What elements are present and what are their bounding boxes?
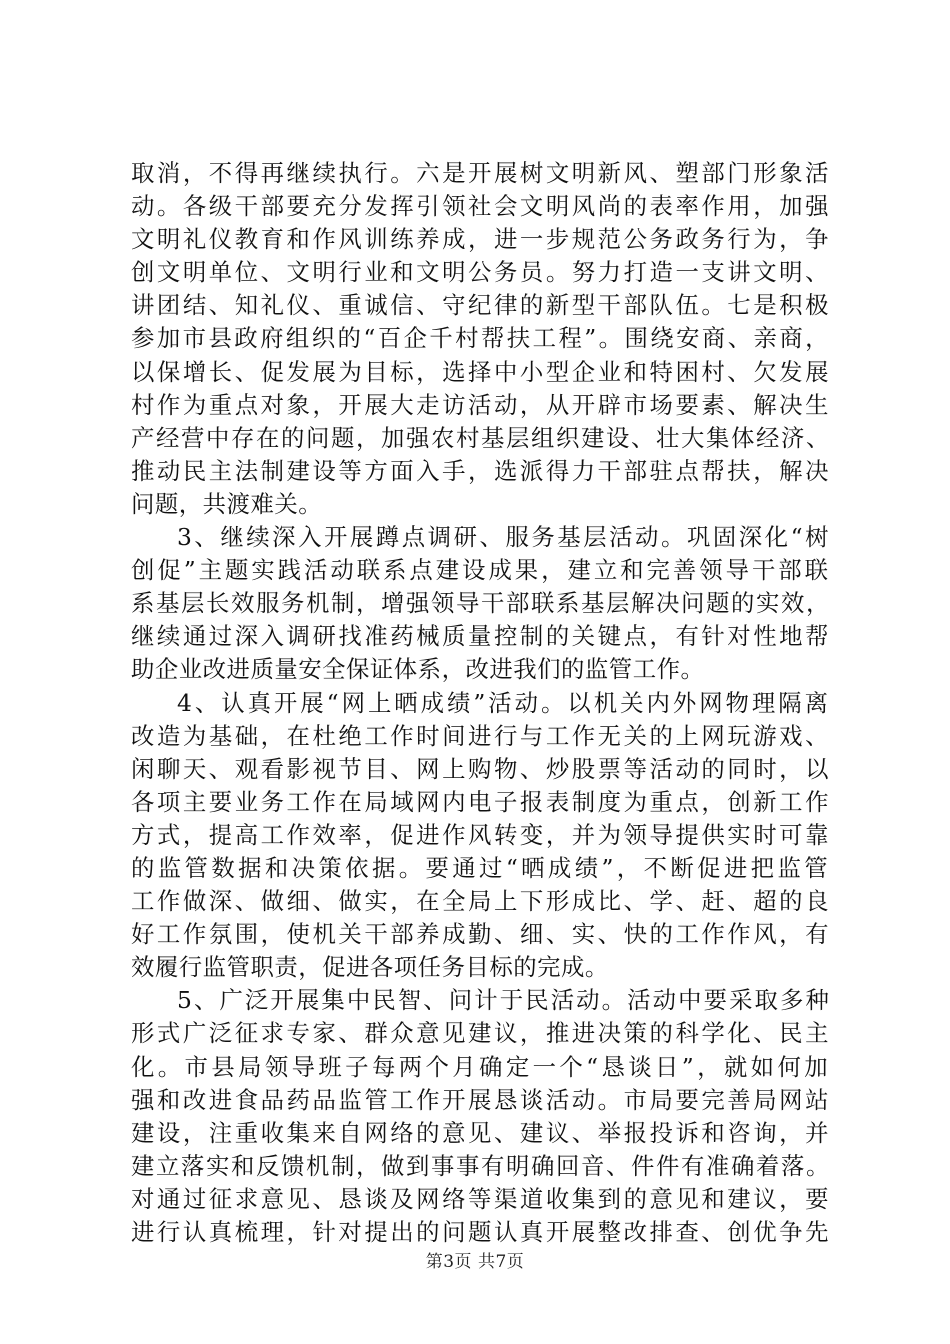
text-line: 创促”主题实践活动联系点建设成果，建立和完善领导干部联 <box>131 556 831 585</box>
text-line: 取消，不得再继续执行。六是开展树文明新风、塑部门形象活 <box>131 159 831 187</box>
text-line: 动。各级干部要充分发挥引领社会文明风尚的表率作用，加强 <box>131 192 831 221</box>
text-line: 讲团结、知礼仪、重诚信、守纪律的新型干部队伍。七是积极 <box>131 291 831 320</box>
text-line: 效履行监管职责，促进各项任务目标的完成。 <box>131 953 609 982</box>
text-line: 村作为重点对象，开展大走访活动，从开辟市场要素、解决生 <box>131 390 831 419</box>
text-line: 产经营中存在的问题，加强农村基层组织建设、壮大集体经济、 <box>131 423 831 452</box>
text-line: 参加市县政府组织的“百企千村帮扶工程”。围绕安商、亲商， <box>131 324 831 353</box>
text-line: 以保增长、促发展为目标，选择中小型企业和特困村、欠发展 <box>131 357 831 386</box>
text-line: 3、继续深入开展蹲点调研、服务基层活动。巩固深化“树 <box>177 523 831 552</box>
text-line: 闲聊天、观看影视节目、网上购物、炒股票等活动的同时，以 <box>131 754 831 783</box>
text-line: 助企业改进质量安全保证体系，改进我们的监管工作。 <box>131 655 705 684</box>
page-number-footer: 第3页 共7页 <box>425 1252 525 1272</box>
text-line: 4、认真开展“网上晒成绩”活动。以机关内外网物理隔离 <box>177 688 831 717</box>
text-line: 继续通过深入调研找准药械质量控制的关键点，有针对性地帮 <box>131 622 831 651</box>
text-line: 建设，注重收集来自网络的意见、建议、举报投诉和咨询，并 <box>131 1118 831 1147</box>
text-line: 进行认真梳理，针对提出的问题认真开展整改排查、创优争先 <box>131 1218 831 1246</box>
text-line: 改造为基础，在杜绝工作时间进行与工作无关的上网玩游戏、 <box>131 721 831 750</box>
text-line: 各项主要业务工作在局域网内电子报表制度为重点，创新工作 <box>131 787 831 816</box>
text-line: 问题，共渡难关。 <box>131 489 323 518</box>
text-line: 创文明单位、文明行业和文明公务员。努力打造一支讲文明、 <box>131 258 831 287</box>
text-line: 好工作氛围，使机关干部养成勤、细、实、快的工作作风，有 <box>131 920 831 949</box>
text-line: 推动民主法制建设等方面入手，选派得力干部驻点帮扶，解决 <box>131 456 831 485</box>
text-line: 对通过征求意见、恳谈及网络等渠道收集到的意见和建议，要 <box>131 1184 831 1213</box>
body-text <box>131 157 831 1249</box>
text-line: 的监管数据和决策依据。要通过“晒成绩”，不断促进把监管 <box>131 853 831 882</box>
text-line: 化。市县局领导班子每两个月确定一个“恳谈日”，就如何加 <box>131 1052 831 1081</box>
text-line: 建立落实和反馈机制，做到事事有明确回音、件件有准确着落。 <box>131 1151 831 1180</box>
text-line: 方式，提高工作效率，促进作风转变，并为领导提供实时可靠 <box>131 820 831 849</box>
text-line: 形式广泛征求专家、群众意见建议，推进决策的科学化、民主 <box>131 1019 831 1048</box>
text-line: 系基层长效服务机制，增强领导干部联系基层解决问题的实效， <box>131 589 831 618</box>
text-line: 强和改进食品药品监管工作开展恳谈活动。市局要完善局网站 <box>131 1085 831 1114</box>
text-line: 5、广泛开展集中民智、问计于民活动。活动中要采取多种 <box>177 986 831 1015</box>
text-line: 工作做深、做细、做实，在全局上下形成比、学、赶、超的良 <box>131 887 831 916</box>
text-line: 文明礼仪教育和作风训练养成，进一步规范公务政务行为，争 <box>131 225 831 254</box>
